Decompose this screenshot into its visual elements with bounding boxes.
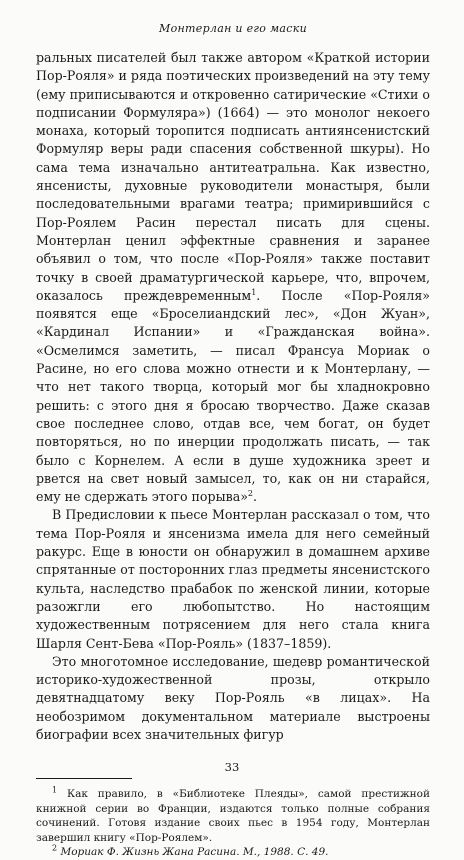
footnote-ref[interactable]: 2: [247, 488, 253, 498]
paragraph: ральных писателей был также автором «Краткой истории Пор-Рояля» и ряда поэтических произведений на эту тему (ему приписываются и откровенно сатирические «Стихи о подписании Формуляра») (1664) — это монолог некоего монаха, который торопится подписать антиянсенистский Формуляр веры ради спасения собственной шкуры). Но сама тема изначально антитеатральна. Как известно, янсенисты, духовные руководители монастыря, были последовательными врагами театра; примирившийся с Пор-Роялем Расин перестал писать для сцены. Монтерлан ценил эффектные сравнения и заранее объявил о том, что после «Пор-Рояля» также поставит точку в своей драматургической карьере, что, впрочем, оказалось преждевременным$^1$. После «Пор-Рояля» появятся еще «Броселиандский лес», «Дон Жуан», «Кардинал Испании» и «Гражданская война». «Осмелимся заметить, — писал Франсуа Мориак о Расине, но его слова можно отнести и к Монтерлану, — что нет такого творца, который мог бы хладнокровно решить: с этого дня я бросаю творчество. Даже сказав свое последнее слово, отдав все, чем богат, он будет повторяться, но по инерции продолжать писать, — так было с Корнелем. А если в душе художника зреет и рвется на свет новый замысел, то, как он ни старайся, ему не сдержать этого порыва»$^2$.: [36, 50, 431, 505]
footnote: $^2$ Мориак Ф. Жизнь Жана Расина. М., 1988. С. 49.: [52, 843, 329, 859]
footnote-author: Мориак Ф.: [60, 846, 119, 859]
paragraph: Это многотомное исследование, шедевр романтической историко-художественной прозы, открыло девятнадцатому веку Пор-Рояль «в лицах». На необозримом документальном материале выстроены биографии всех значительных фигур: [36, 653, 430, 742]
page-number: 33: [224, 760, 240, 774]
footnote-ref[interactable]: 1: [251, 287, 257, 297]
main-text: [36, 49, 430, 744]
paragraph: В Предисловии к пьесе Монтерлан рассказал о том, что тема Пор-Рояля и янсенизма имела для него семейный ракурс. Еще в юности он обнаружил в домашнем архиве спрятанные от посторонних глаз предметы янсенистского культа, наследство прабабок по женской линии, которые разожгли его любопытство. Но настоящим художественным потрясением для него стала книга Шарля Сент-Бева «Пор-Рояль» (1837–1859).: [36, 507, 430, 651]
running-title: Монтерлан и его маски: [159, 22, 307, 35]
footnotes: [36, 787, 430, 860]
footnote-separator: [36, 778, 132, 779]
footnote: $^1$ Как правило, в «Библиотеке Плеяды», самой престижной книжной серии во Франции, издаются только полные собрания сочинений. Готовя издание своих пьес в 1954 году, Монтерлан завершил книгу «Пор-Роялем».: [36, 785, 430, 844]
